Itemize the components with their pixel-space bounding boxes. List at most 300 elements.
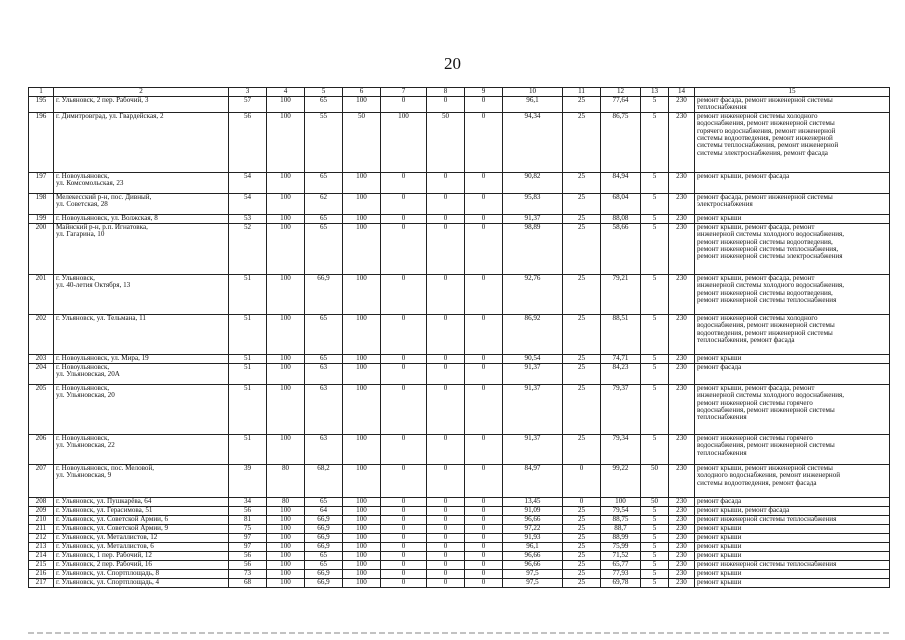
address: г. Ульяновск, ул. Металлистов, 6 [54,542,229,551]
col-13-value: 5 [641,172,669,193]
address: Мелекесский р-н, пос. Дивный, ул. Советская, 28 [54,193,229,214]
column-header-6: 6 [343,88,381,97]
col-7-value: 0 [381,464,427,497]
works-description: ремонт инженерной системы холодного водоснабжения, ремонт инженерной системы водоотведения, ремонт инженерной системы теплоснабжения, ремонт фасада [695,314,890,354]
row-number: 214 [29,551,54,560]
col-13-value: 5 [641,223,669,274]
col-4-value: 80 [267,464,305,497]
col-8-value: 0 [427,569,465,578]
col-4-value: 100 [267,363,305,384]
col-12-value: 68,04 [601,193,641,214]
col-11-value: 25 [563,542,601,551]
col-3-value: 56 [229,551,267,560]
col-14-value: 230 [669,214,695,223]
col-3-value: 34 [229,497,267,506]
col-7-value: 0 [381,560,427,569]
col-4-value: 100 [267,542,305,551]
col-6-value: 100 [343,560,381,569]
col-5-value: 65 [305,97,343,113]
col-9-value: 0 [465,97,503,113]
col-8-value: 0 [427,172,465,193]
col-11-value: 25 [563,214,601,223]
col-13-value: 5 [641,515,669,524]
page-footer-scan-line [28,632,889,634]
registry-table-wrapper [28,87,890,588]
row-number: 203 [29,354,54,363]
col-13-value: 5 [641,578,669,587]
address: г. Ульяновск, ул. Металлистов, 12 [54,533,229,542]
col-6-value: 100 [343,506,381,515]
column-header-5: 5 [305,88,343,97]
table-row [29,193,890,214]
col-4-value: 100 [267,524,305,533]
column-header-13: 13 [641,88,669,97]
col-9-value: 0 [465,214,503,223]
table-row [29,506,890,515]
col-7-value: 0 [381,497,427,506]
col-11-value: 25 [563,97,601,113]
col-14-value: 230 [669,314,695,354]
col-8-value: 0 [427,551,465,560]
col-11-value: 0 [563,497,601,506]
row-number: 207 [29,464,54,497]
row-number: 195 [29,97,54,113]
col-5-value: 63 [305,434,343,464]
col-13-value: 5 [641,551,669,560]
col-9-value: 0 [465,314,503,354]
address: г. Ульяновск, ул. Советской Армии, 6 [54,515,229,524]
col-10-value: 96,1 [503,97,563,113]
address: г. Ульяновск, ул. Пушкарёва, 64 [54,497,229,506]
table-row [29,551,890,560]
col-4-value: 100 [267,515,305,524]
col-14-value: 230 [669,172,695,193]
column-header-11: 11 [563,88,601,97]
col-3-value: 56 [229,560,267,569]
row-number: 202 [29,314,54,354]
table-row [29,363,890,384]
col-11-value: 25 [563,551,601,560]
col-5-value: 65 [305,172,343,193]
col-5-value: 68,2 [305,464,343,497]
column-header-14: 14 [669,88,695,97]
works-description: ремонт крыши, ремонт фасада, ремонт инженерной системы холодного водоснабжения, ремонт инженерной системы горячего водоснабжения, ремонт инженерной системы теплоснабжения [695,384,890,434]
col-5-value: 66,9 [305,542,343,551]
col-5-value: 65 [305,560,343,569]
row-number: 205 [29,384,54,434]
col-10-value: 91,37 [503,214,563,223]
col-4-value: 100 [267,434,305,464]
col-9-value: 0 [465,497,503,506]
col-3-value: 57 [229,97,267,113]
col-12-value: 86,75 [601,112,641,172]
col-14-value: 230 [669,464,695,497]
col-6-value: 100 [343,524,381,533]
row-number: 208 [29,497,54,506]
works-description: ремонт крыши, ремонт фасада, ремонт инженерной системы холодного водоснабжения, ремонт инженерной системы водоотведения, ремонт инженерной системы теплоснабжения [695,274,890,314]
table-row [29,354,890,363]
col-9-value: 0 [465,578,503,587]
col-11-value: 25 [563,363,601,384]
col-4-value: 100 [267,214,305,223]
col-14-value: 230 [669,515,695,524]
col-7-value: 0 [381,354,427,363]
col-4-value: 100 [267,97,305,113]
col-8-value: 0 [427,542,465,551]
col-10-value: 97,5 [503,578,563,587]
col-13-value: 5 [641,533,669,542]
col-7-value: 0 [381,223,427,274]
col-9-value: 0 [465,560,503,569]
works-description: ремонт инженерной системы горячего водоснабжения, ремонт инженерной системы теплоснабжения [695,434,890,464]
col-14-value: 230 [669,274,695,314]
col-5-value: 66,9 [305,524,343,533]
col-11-value: 25 [563,533,601,542]
works-description: ремонт инженерной системы теплоснабжения [695,560,890,569]
col-14-value: 230 [669,384,695,434]
col-7-value: 0 [381,363,427,384]
col-7-value: 0 [381,274,427,314]
works-description: ремонт инженерной системы теплоснабжения [695,515,890,524]
table-row [29,97,890,113]
page-number: 20 [444,54,461,73]
row-number: 217 [29,578,54,587]
col-14-value: 230 [669,551,695,560]
col-6-value: 100 [343,533,381,542]
col-4-value: 100 [267,506,305,515]
address: г. Ульяновск, ул. Советской Армии, 9 [54,524,229,533]
col-6-value: 100 [343,172,381,193]
col-12-value: 79,54 [601,506,641,515]
column-header-15: 15 [695,88,890,97]
col-9-value: 0 [465,434,503,464]
col-11-value: 0 [563,464,601,497]
works-description: ремонт крыши [695,542,890,551]
col-6-value: 100 [343,274,381,314]
table-row [29,434,890,464]
col-11-value: 25 [563,193,601,214]
row-number: 212 [29,533,54,542]
col-3-value: 51 [229,434,267,464]
works-description: ремонт крыши [695,524,890,533]
table-row [29,223,890,274]
col-4-value: 100 [267,223,305,274]
address: г. Ульяновск, ул. 40-летия Октября, 13 [54,274,229,314]
col-14-value: 230 [669,112,695,172]
col-8-value: 0 [427,214,465,223]
col-6-value: 100 [343,384,381,434]
col-12-value: 88,99 [601,533,641,542]
column-header-7: 7 [381,88,427,97]
row-number: 204 [29,363,54,384]
col-9-value: 0 [465,506,503,515]
col-13-value: 5 [641,193,669,214]
col-13-value: 50 [641,497,669,506]
col-14-value: 230 [669,97,695,113]
works-description: ремонт инженерной системы холодного водоснабжения, ремонт инженерной системы горячего водоснабжения, ремонт инженерной системы водоотведения, ремонт инженерной системы теплоснабжения, ремонт инженерной системы электроснабжения, ремонт фасада [695,112,890,172]
col-10-value: 90,82 [503,172,563,193]
col-13-value: 5 [641,524,669,533]
col-8-value: 0 [427,524,465,533]
col-4-value: 100 [267,578,305,587]
row-number: 197 [29,172,54,193]
col-6-value: 100 [343,542,381,551]
col-4-value: 100 [267,193,305,214]
row-number: 198 [29,193,54,214]
col-10-value: 98,89 [503,223,563,274]
col-3-value: 56 [229,506,267,515]
col-12-value: 77,93 [601,569,641,578]
col-13-value: 5 [641,560,669,569]
col-10-value: 97,22 [503,524,563,533]
col-5-value: 66,9 [305,515,343,524]
row-number: 196 [29,112,54,172]
column-header-12: 12 [601,88,641,97]
col-12-value: 88,7 [601,524,641,533]
col-8-value: 0 [427,464,465,497]
address: г. Ульяновск, ул. Спортплощадь, 8 [54,569,229,578]
address: г. Новоульяновск, ул. Ульяновская, 22 [54,434,229,464]
col-8-value: 0 [427,97,465,113]
col-13-value: 5 [641,434,669,464]
col-4-value: 100 [267,533,305,542]
row-number: 211 [29,524,54,533]
works-description: ремонт крыши, ремонт фасада [695,172,890,193]
col-3-value: 52 [229,223,267,274]
col-14-value: 230 [669,578,695,587]
row-number: 199 [29,214,54,223]
col-11-value: 25 [563,112,601,172]
col-6-value: 100 [343,223,381,274]
col-5-value: 65 [305,497,343,506]
col-6-value: 100 [343,214,381,223]
col-8-value: 50 [427,112,465,172]
col-9-value: 0 [465,542,503,551]
col-9-value: 0 [465,112,503,172]
col-13-value: 5 [641,97,669,113]
table-row [29,515,890,524]
table-row [29,569,890,578]
col-6-value: 100 [343,434,381,464]
col-8-value: 0 [427,354,465,363]
col-10-value: 92,76 [503,274,563,314]
works-description: ремонт крыши [695,214,890,223]
col-14-value: 230 [669,497,695,506]
col-5-value: 55 [305,112,343,172]
col-3-value: 54 [229,172,267,193]
col-13-value: 50 [641,464,669,497]
col-3-value: 51 [229,274,267,314]
col-5-value: 65 [305,314,343,354]
works-description: ремонт фасада [695,363,890,384]
col-6-value: 100 [343,314,381,354]
col-4-value: 100 [267,274,305,314]
col-7-value: 0 [381,214,427,223]
col-3-value: 53 [229,214,267,223]
table-row [29,314,890,354]
col-9-value: 0 [465,354,503,363]
col-4-value: 100 [267,172,305,193]
col-10-value: 95,83 [503,193,563,214]
col-10-value: 94,34 [503,112,563,172]
col-9-value: 0 [465,223,503,274]
col-8-value: 0 [427,515,465,524]
col-8-value: 0 [427,533,465,542]
col-11-value: 25 [563,314,601,354]
row-number: 201 [29,274,54,314]
col-14-value: 230 [669,569,695,578]
col-11-value: 25 [563,569,601,578]
col-12-value: 79,34 [601,434,641,464]
col-3-value: 51 [229,384,267,434]
col-11-value: 25 [563,524,601,533]
col-11-value: 25 [563,515,601,524]
address: г. Новоульяновск, ул. Ульяновская, 20 [54,384,229,434]
col-14-value: 230 [669,542,695,551]
col-7-value: 0 [381,578,427,587]
col-5-value: 65 [305,214,343,223]
col-11-value: 25 [563,506,601,515]
table-row [29,112,890,172]
col-12-value: 88,51 [601,314,641,354]
address: г. Ульяновск, ул. Герасимова, 51 [54,506,229,515]
col-10-value: 91,37 [503,434,563,464]
col-7-value: 0 [381,506,427,515]
col-14-value: 230 [669,363,695,384]
col-6-value: 100 [343,515,381,524]
col-10-value: 90,54 [503,354,563,363]
col-10-value: 91,37 [503,363,563,384]
table-row [29,578,890,587]
col-5-value: 66,9 [305,274,343,314]
col-14-value: 230 [669,524,695,533]
col-7-value: 0 [381,533,427,542]
address: г. Новоульяновск, ул. Ульяновская, 20А [54,363,229,384]
col-7-value: 0 [381,569,427,578]
col-7-value: 0 [381,524,427,533]
works-description: ремонт крыши, ремонт фасада [695,506,890,515]
col-7-value: 0 [381,97,427,113]
col-14-value: 230 [669,533,695,542]
col-13-value: 5 [641,314,669,354]
address: г. Ульяновск, ул. Тельмана, 11 [54,314,229,354]
col-8-value: 0 [427,223,465,274]
col-5-value: 66,9 [305,533,343,542]
registry-table [28,87,890,588]
col-3-value: 97 [229,533,267,542]
col-6-value: 100 [343,464,381,497]
col-4-value: 100 [267,551,305,560]
col-14-value: 230 [669,223,695,274]
col-4-value: 100 [267,569,305,578]
address: г. Ульяновск, 2 пер. Рабочий, 3 [54,97,229,113]
col-6-value: 100 [343,354,381,363]
col-12-value: 88,75 [601,515,641,524]
col-14-value: 230 [669,506,695,515]
col-7-value: 0 [381,384,427,434]
col-10-value: 97,5 [503,569,563,578]
col-12-value: 75,99 [601,542,641,551]
col-5-value: 65 [305,354,343,363]
col-3-value: 81 [229,515,267,524]
works-description: ремонт фасада [695,497,890,506]
col-9-value: 0 [465,193,503,214]
col-6-value: 100 [343,193,381,214]
col-9-value: 0 [465,363,503,384]
col-3-value: 54 [229,193,267,214]
table-row [29,560,890,569]
col-3-value: 68 [229,578,267,587]
col-7-value: 0 [381,193,427,214]
works-description: ремонт крыши, ремонт фасада, ремонт инженерной системы холодного водоснабжения, ремонт инженерной системы водоотведения, ремонт инженерной системы теплоснабжения, ремонт инженерной системы электроснабжения [695,223,890,274]
address: г. Новоульяновск, ул. Волжская, 8 [54,214,229,223]
col-5-value: 63 [305,363,343,384]
table-row [29,172,890,193]
col-6-value: 100 [343,497,381,506]
col-9-value: 0 [465,515,503,524]
col-10-value: 91,09 [503,506,563,515]
col-7-value: 100 [381,112,427,172]
column-header-2: 2 [54,88,229,97]
column-header-3: 3 [229,88,267,97]
row-number: 200 [29,223,54,274]
col-13-value: 5 [641,506,669,515]
col-8-value: 0 [427,578,465,587]
col-5-value: 66,9 [305,569,343,578]
col-8-value: 0 [427,560,465,569]
works-description: ремонт крыши, ремонт инженерной системы холодного водоснабжения, ремонт инженерной системы водоотведения, ремонт фасада [695,464,890,497]
address: г. Ульяновск, 2 пер. Рабочий, 16 [54,560,229,569]
col-10-value: 96,66 [503,515,563,524]
col-7-value: 0 [381,551,427,560]
col-5-value: 63 [305,384,343,434]
col-12-value: 65,77 [601,560,641,569]
col-12-value: 100 [601,497,641,506]
col-7-value: 0 [381,515,427,524]
col-3-value: 56 [229,112,267,172]
col-10-value: 91,93 [503,533,563,542]
col-8-value: 0 [427,314,465,354]
col-11-value: 25 [563,274,601,314]
col-14-value: 230 [669,560,695,569]
column-header-1: 1 [29,88,54,97]
col-3-value: 39 [229,464,267,497]
row-number: 216 [29,569,54,578]
col-4-value: 100 [267,354,305,363]
col-5-value: 65 [305,223,343,274]
col-4-value: 100 [267,384,305,434]
col-5-value: 64 [305,506,343,515]
col-11-value: 25 [563,354,601,363]
col-4-value: 80 [267,497,305,506]
col-3-value: 51 [229,354,267,363]
col-11-value: 25 [563,172,601,193]
col-8-value: 0 [427,497,465,506]
col-11-value: 25 [563,434,601,464]
col-11-value: 25 [563,384,601,434]
col-3-value: 97 [229,542,267,551]
table-row [29,214,890,223]
works-description: ремонт фасада, ремонт инженерной системы теплоснабжения [695,97,890,113]
col-10-value: 13,45 [503,497,563,506]
col-6-value: 100 [343,97,381,113]
col-12-value: 84,94 [601,172,641,193]
column-header-10: 10 [503,88,563,97]
col-5-value: 66,9 [305,578,343,587]
table-row [29,464,890,497]
column-number-header-row [29,88,890,97]
table-row [29,524,890,533]
